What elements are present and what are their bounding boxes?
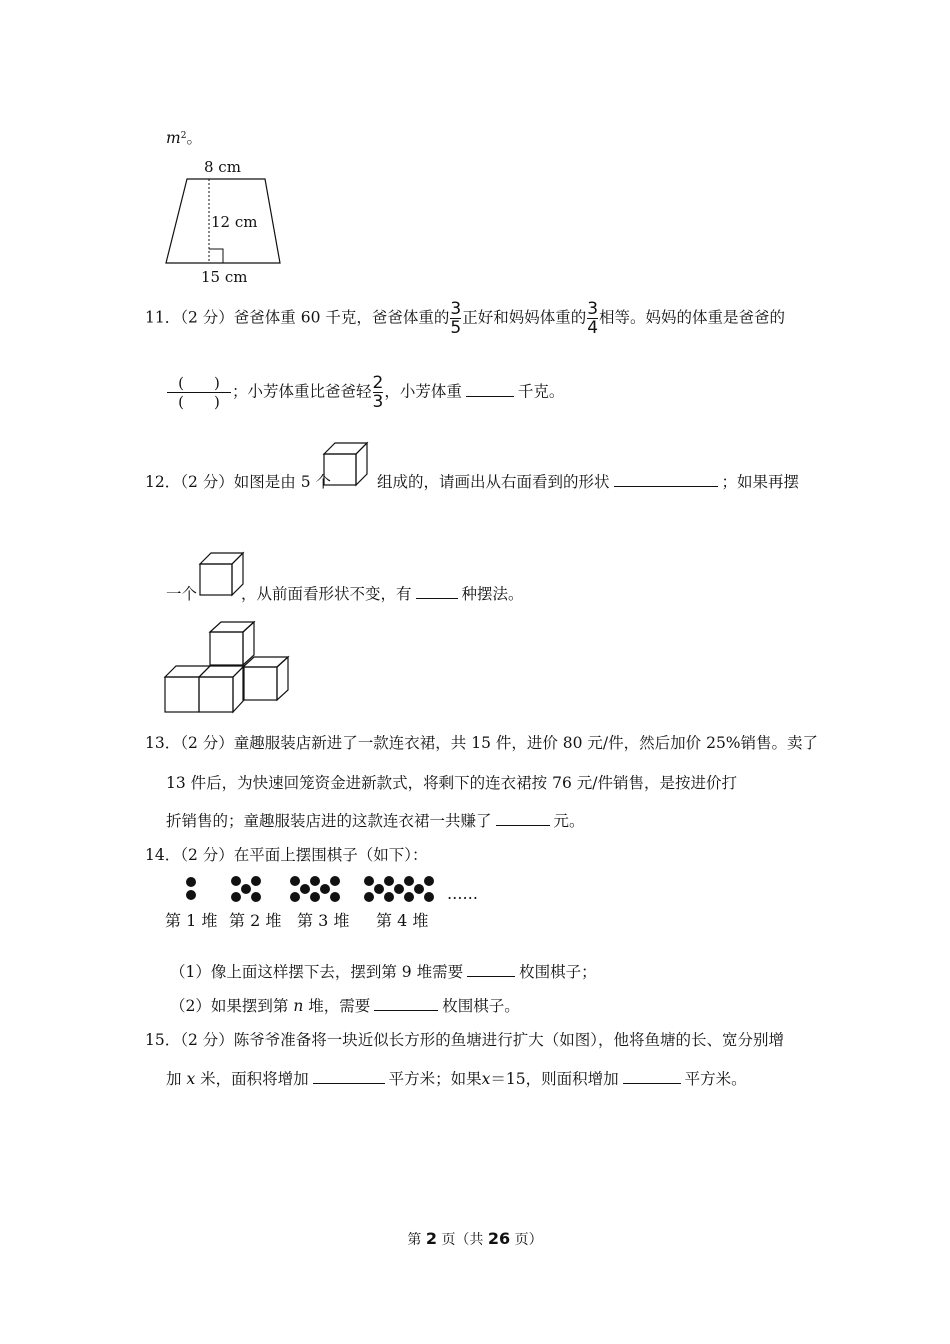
pile-label-4: 第 4 堆 (376, 911, 429, 930)
answer-blank[interactable] (466, 381, 514, 397)
answer-blank-fraction[interactable]: $\frac{( )}{( )}$ (167, 374, 231, 411)
q13-line3: 折销售的；童趣服装店进的这款连衣裙一共赚了 元。 (166, 812, 585, 830)
pile-label-2: 第 2 堆 (229, 911, 282, 930)
answer-blank[interactable] (623, 1068, 681, 1084)
cube-icon (321, 440, 371, 488)
fraction-3-5: $\frac{3}{5}$ (450, 299, 462, 338)
cube-icon (197, 550, 247, 598)
fraction-3-4: $\frac{3}{4}$ (587, 299, 599, 338)
pile-label-1: 第 1 堆 (165, 911, 218, 930)
answer-blank[interactable] (416, 583, 458, 599)
fraction-2-3: $\frac{2}{3}$ (372, 373, 384, 412)
q15-line2: 加 x 米，面积将增加 平方米；如果x＝15，则面积增加 平方米。 (166, 1070, 747, 1088)
q15-line1: 15．（2 分）陈爷爷准备将一块近似长方形的鱼塘进行扩大（如图），他将鱼塘的长、宽分别增 (145, 1031, 785, 1049)
q12-line2: 一个 ，从前面看形状不变，有 种摆法。 (166, 585, 524, 603)
pattern-ellipsis: …… (447, 885, 478, 903)
trapezoid-figure (160, 158, 290, 288)
trapezoid-top-label: 8 cm (204, 158, 241, 176)
page-footer: 第 2 页（共 26 页） (407, 1229, 543, 1248)
answer-blank[interactable] (496, 810, 550, 826)
pile-label-3: 第 3 堆 (297, 911, 350, 930)
q14-sub2: （2）如果摆到第 n 堆，需要 枚围棋子。 (170, 997, 520, 1015)
page-number: 2 (425, 1229, 437, 1248)
right-angle-mark (209, 249, 223, 263)
q12-line1: 12．（2 分）如图是由 5 个 组成的，请画出从右面看到的形状 ；如果再摆 (145, 473, 800, 491)
go-stones-pattern (180, 872, 450, 908)
q10-unit: $m^2$。 (166, 129, 202, 147)
q13-line2: 13 件后，为快速回笼资金进新款式，将剩下的连衣裙按 76 元/件销售，是按进价打 (166, 774, 737, 792)
five-cube-figure (160, 620, 295, 716)
answer-blank[interactable] (467, 961, 515, 977)
q11-line1: 11．（2 分）爸爸体重 60 千克，爸爸体重的 $\frac{3}{5}$ 正好和妈妈体重的 $\frac{3}{4}$ 相等。妈妈的体重是爸爸的 (145, 299, 786, 338)
trapezoid-height-label: 12 cm (211, 213, 258, 231)
trapezoid-bottom-label: 15 cm (201, 268, 248, 286)
answer-blank[interactable] (614, 471, 718, 487)
q14-sub1: （1）像上面这样摆下去，摆到第 9 堆需要 枚围棋子； (170, 963, 597, 981)
q13-line1: 13．（2 分）童趣服装店新进了一款连衣裙，共 15 件，进价 80 元/件，然后加价 25%销售。卖了 (145, 734, 819, 752)
q11-line2: $\frac{( )}{( )}$ ；小芳体重比爸爸轻 $\frac{2}{3}$ ，小芳体重 千克。 (166, 374, 564, 411)
answer-blank[interactable] (313, 1068, 385, 1084)
q14-line1: 14．（2 分）在平面上摆围棋子（如下）： (145, 846, 428, 864)
total-pages: 26 (487, 1229, 511, 1248)
answer-blank[interactable] (374, 995, 438, 1011)
